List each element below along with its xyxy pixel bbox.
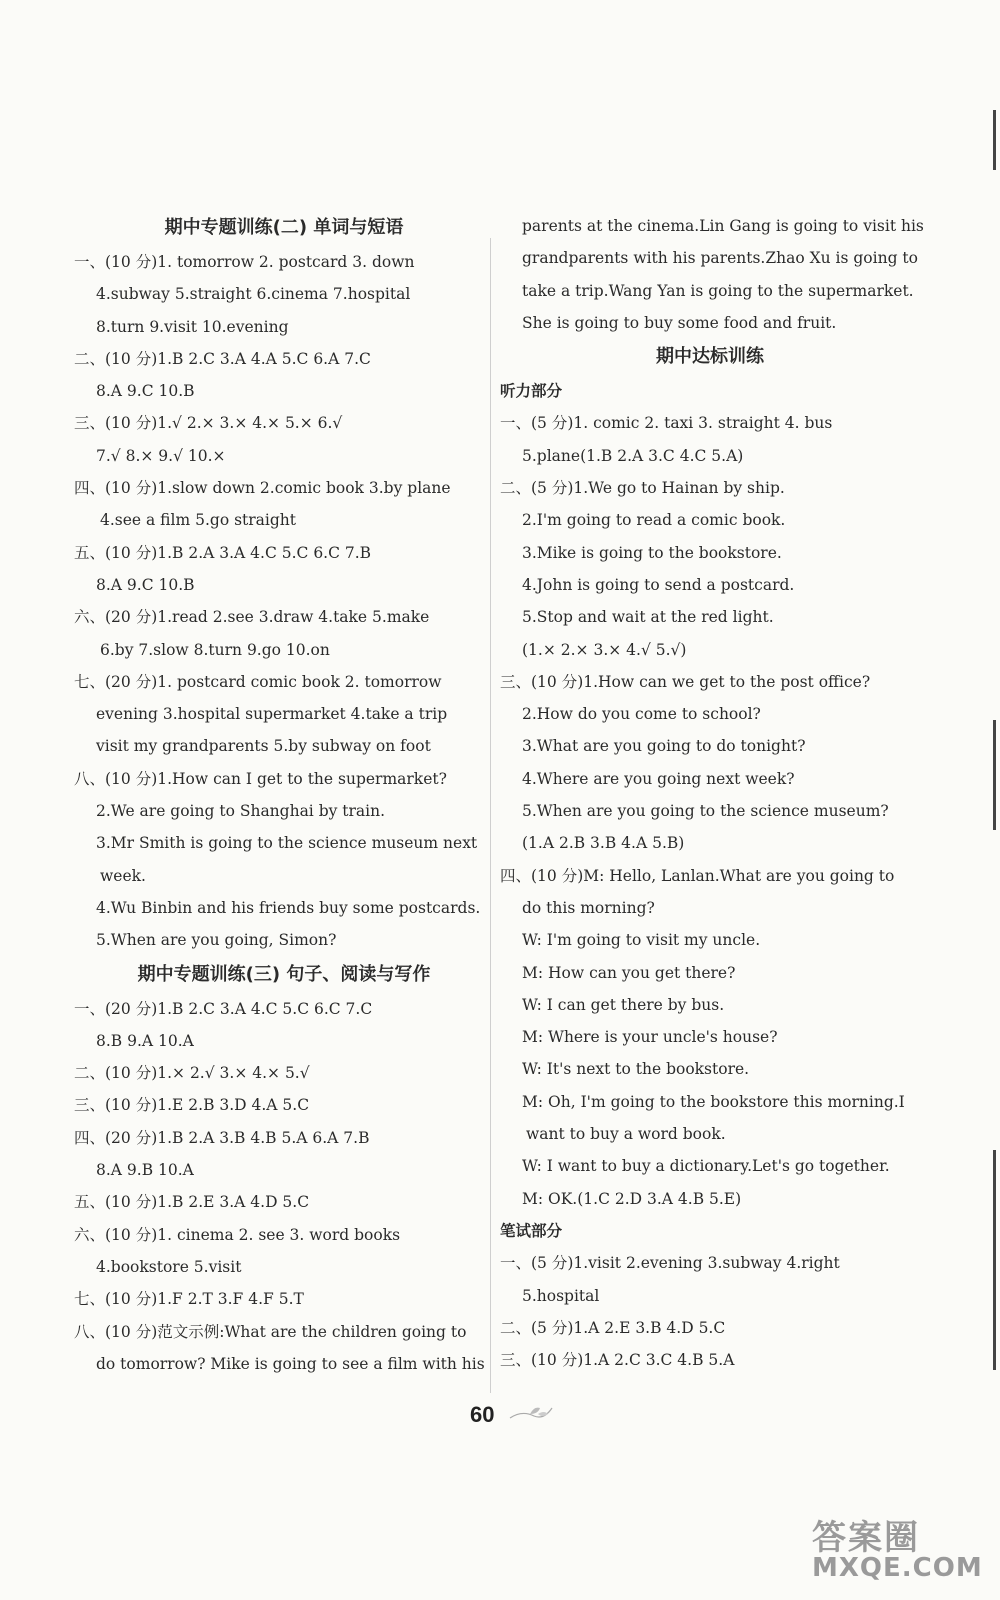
answer-line: 三、(10 分)1.E 2.B 3.D 4.A 5.C <box>74 1096 310 1115</box>
right-column <box>500 210 924 1376</box>
answer-line: 一、(20 分)1.B 2.C 3.A 4.C 5.C 6.C 7.C <box>74 999 373 1018</box>
answer-line: 八、(10 分)1.How can I get to the supermarket? <box>74 769 447 788</box>
watermark-top: 答案圈 <box>812 1518 920 1558</box>
answer-line: 二、(5 分)1.We go to Hainan by ship. <box>500 479 785 498</box>
answer-line: W: It's next to the bookstore. <box>522 1060 750 1079</box>
answer-line: 4.see a film 5.go straight <box>100 511 296 530</box>
section-title: 期中专题训练(二) 单词与短语 <box>164 217 404 238</box>
answer-line: 三、(10 分)1.√ 2.× 3.× 4.× 5.× 6.√ <box>74 414 343 433</box>
answer-line: 三、(10 分)1.How can we get to the post office? <box>500 672 871 691</box>
answer-line: 4.bookstore 5.visit <box>96 1257 242 1276</box>
subsection-title: 听力部分 <box>500 382 563 401</box>
answer-line: 2.How do you come to school? <box>522 705 761 724</box>
answer-line: take a trip.Wang Yan is going to the supermarket. <box>522 281 914 300</box>
answer-line: 6.by 7.slow 8.turn 9.go 10.on <box>100 640 330 659</box>
scan-edge-mark <box>993 1150 996 1370</box>
answer-line: 4.John is going to send a postcard. <box>522 575 795 594</box>
answer-line: 2.We are going to Shanghai by train. <box>96 802 386 821</box>
answer-line: 4.Wu Binbin and his friends buy some postcards. <box>96 898 481 917</box>
answer-line: 二、(10 分)1.B 2.C 3.A 4.A 5.C 6.A 7.C <box>74 349 371 368</box>
answer-line: 二、(5 分)1.A 2.E 3.B 4.D 5.C <box>500 1318 726 1337</box>
left-column <box>74 210 494 1380</box>
answer-line: 7.√ 8.× 9.√ 10.× <box>96 446 226 465</box>
answer-line: W: I want to buy a dictionary.Let's go together. <box>522 1157 890 1176</box>
answer-line: (1.× 2.× 3.× 4.√ 5.√) <box>522 640 687 659</box>
scan-edge-mark <box>993 720 996 830</box>
answer-line: 六、(20 分)1.read 2.see 3.draw 4.take 5.make <box>74 608 430 627</box>
column-divider <box>490 238 491 1393</box>
answer-line: 5.plane(1.B 2.A 3.C 4.C 5.A) <box>522 446 744 465</box>
answer-line: 5.When are you going to the science museum? <box>522 802 889 821</box>
answer-line: parents at the cinema.Lin Gang is going to visit his <box>522 217 924 235</box>
answer-line: week. <box>100 866 146 885</box>
answer-line: 8.turn 9.visit 10.evening <box>96 317 289 336</box>
answer-line: M: Oh, I'm going to the bookstore this morning.I <box>522 1092 905 1111</box>
answer-line: 一、(5 分)1. comic 2. taxi 3. straight 4. bus <box>500 414 833 433</box>
answer-line: do tomorrow? Mike is going to see a film with his <box>96 1354 485 1373</box>
answer-line: She is going to buy some food and fruit. <box>522 313 837 332</box>
scan-edge-mark <box>993 110 996 170</box>
answer-line: 5.When are you going, Simon? <box>96 931 337 950</box>
answer-line: (1.A 2.B 3.B 4.A 5.B) <box>522 834 685 853</box>
answer-line: 七、(20 分)1. postcard comic book 2. tomorrow <box>74 672 442 691</box>
answer-line: 一、(10 分)1. tomorrow 2. postcard 3. down <box>74 253 415 271</box>
answer-line: 六、(10 分)1. cinema 2. see 3. word books <box>74 1225 401 1244</box>
answer-line: W: I'm going to visit my uncle. <box>522 931 761 950</box>
answer-line: 5.hospital <box>522 1286 600 1305</box>
answer-line: 五、(10 分)1.B 2.E 3.A 4.D 5.C <box>74 1193 310 1212</box>
answer-line: grandparents with his parents.Zhao Xu is going to <box>522 249 918 268</box>
answer-line: 4.Where are you going next week? <box>522 769 795 788</box>
answer-line: 八、(10 分)范文示例:What are the children going to <box>74 1322 467 1341</box>
answer-line: 8.A 9.C 10.B <box>96 575 195 594</box>
answer-line: M: OK.(1.C 2.D 3.A 4.B 5.E) <box>522 1189 742 1208</box>
answer-line: 七、(10 分)1.F 2.T 3.F 4.F 5.T <box>74 1290 304 1309</box>
answer-line: visit my grandparents 5.by subway on foot <box>96 737 431 756</box>
answer-line: 3.Mike is going to the bookstore. <box>522 543 782 562</box>
watermark-bottom: MXQE.COM <box>812 1553 983 1583</box>
answer-line: 8.A 9.C 10.B <box>96 382 195 401</box>
answer-line: evening 3.hospital supermarket 4.take a trip <box>96 705 448 724</box>
answer-line: 5.Stop and wait at the red light. <box>522 608 774 627</box>
answer-line: 8.A 9.B 10.A <box>96 1161 194 1180</box>
answer-line: 五、(10 分)1.B 2.A 3.A 4.C 5.C 6.C 7.B <box>74 543 372 562</box>
page-number: 60 <box>470 1402 495 1427</box>
answer-line: 二、(10 分)1.× 2.√ 3.× 4.× 5.√ <box>74 1064 310 1083</box>
section-title: 期中达标训练 <box>656 346 764 368</box>
answer-line: want to buy a word book. <box>526 1125 726 1144</box>
answer-line: 四、(10 分)1.slow down 2.comic book 3.by plane <box>74 479 451 498</box>
subsection-title: 笔试部分 <box>500 1221 563 1240</box>
watermark <box>812 1510 982 1590</box>
answer-line: 2.I'm going to read a comic book. <box>522 511 786 530</box>
answer-line: 一、(5 分)1.visit 2.evening 3.subway 4.right <box>500 1254 840 1273</box>
answer-line: 8.B 9.A 10.A <box>96 1031 194 1050</box>
answer-line: 4.subway 5.straight 6.cinema 7.hospital <box>96 285 411 304</box>
answer-line: M: Where is your uncle's house? <box>522 1028 778 1047</box>
answer-line: 四、(10 分)M: Hello, Lanlan.What are you going to <box>500 866 895 885</box>
answer-line: 3.What are you going to do tonight? <box>522 737 806 756</box>
answer-line: 三、(10 分)1.A 2.C 3.C 4.B 5.A <box>500 1351 735 1370</box>
answer-line: W: I can get there by bus. <box>522 995 725 1014</box>
answer-line: 3.Mr Smith is going to the science museum next <box>96 834 478 853</box>
leaf-ornament-icon <box>508 1402 554 1424</box>
answer-line: do this morning? <box>522 898 655 917</box>
answer-line: M: How can you get there? <box>522 963 736 982</box>
section-title: 期中专题训练(三) 句子、阅读与写作 <box>137 963 431 985</box>
answer-line: 四、(20 分)1.B 2.A 3.B 4.B 5.A 6.A 7.B <box>74 1128 370 1147</box>
